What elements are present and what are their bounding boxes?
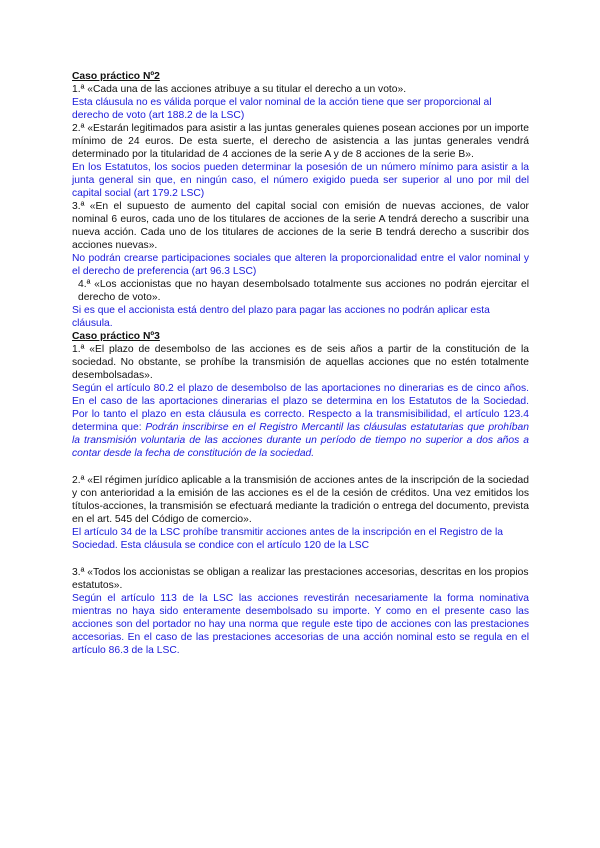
case-2-question-2: 2.ª «Estarán legitimados para asistir a las juntas generales quienes posean acciones por un importe mínimo de 24 euros. De esta suerte, el derecho de asistencia a las juntas generales vendrá determinado por la titularidad de 4 acciones de la serie A y de 8 acciones de la serie B». (72, 123, 529, 160)
case-2-answer-4: Si es que el accionista está dentro del plazo para pagar las acciones no podrán aplicar esta cláusula. (72, 305, 490, 329)
case-2-title: Caso práctico Nº2 (72, 71, 160, 82)
case-3-answer-1 (72, 382, 529, 460)
case-3-answer-1-quote: Podrán inscribirse en el Registro Mercantil las cláusulas estatutarias que prohíban la transmisión voluntaria de las acciones durante un período de tiempo no superior a dos años a contar desde la fecha de constitución de la sociedad. (72, 422, 529, 459)
case-2-answer-3: No podrán crearse participaciones sociales que alteren la proporcionalidad entre el valor nominal y el derecho de preferencia (art 96.3 LSC) (72, 253, 529, 277)
spacer (72, 552, 529, 565)
case-3-answer-3: Según el artículo 113 de la LSC las acciones revestirán necesariamente la forma nominativa mientras no haya sido enteramente desembolsado su importe. Y como en el presente caso las acciones son del portador no hay una norma que regule este tipo de acciones con las prestaciones accesorias. En el caso de las prestaciones accesorias de una acción nominal esto se regula en el artículo 86.3 de la LSC. (72, 593, 529, 656)
case-3-answer-1-text: Según el artículo 80.2 el plazo de desembolso de las aportaciones no dinerarias es de cinco años. En el caso de las aportaciones dinerarias el plazo se determina en los Estatutos de la Sociedad. Por lo tanto el plazo en esta cláusula es correcto. Respecto a la transmisibilidad, el artículo 123.4 determina que: (72, 383, 529, 433)
case-2-question-1: 1.ª «Cada una de las acciones atribuye a su titular el derecho a un voto». (72, 84, 407, 95)
document-page (72, 70, 529, 657)
spacer (72, 460, 529, 473)
case-2-question-4: 4.ª «Los accionistas que no hayan desembolsado totalmente sus acciones no podrán ejercitar el derecho de voto». (78, 279, 529, 303)
case-3-question-1: 1.ª «El plazo de desembolso de las acciones es de seis años a partir de la constitución de la sociedad. No obstante, se prohíbe la transmisión de aquellas acciones que no estén totalmente desembolsadas». (72, 344, 529, 381)
case-3-answer-2: El artículo 34 de la LSC prohíbe transmitir acciones antes de la inscripción en el Registro de la Sociedad. Esta cláusula se condice con el artículo 120 de la LSC (72, 527, 503, 551)
case-3-question-2: 2.ª «El régimen jurídico aplicable a la transmisión de acciones antes de la inscripción de la sociedad y con anterioridad a la emisión de las acciones es el de la cesión de créditos. Una vez emitidos los títulos-acciones, la transmisión se efectuará mediante la tradición o entrega del documento, prevista en el art. 545 del Código de comercio». (72, 475, 529, 525)
case-2-answer-2: En los Estatutos, los socios pueden determinar la posesión de un número mínimo para asistir a la junta general sin que, en ningún caso, el número exigido pueda ser superior al uno por mil del capital social (art 179.2 LSC) (72, 162, 529, 199)
case-3-title: Caso práctico Nº3 (72, 331, 160, 342)
case-2-question-3: 3.ª «En el supuesto de aumento del capital social con emisión de nuevas acciones, de valor nominal 6 euros, cada uno de los titulares de acciones de la serie A tendrá derecho a suscribir una nueva acción. Cada uno de los titulares de acciones de la serie B tendrá derecho a suscribir dos acciones nuevas». (72, 201, 529, 251)
case-3-question-3: 3.ª «Todos los accionistas se obligan a realizar las prestaciones accesorias, descritas en los propios estatutos». (72, 567, 529, 591)
case-2-answer-1: Esta cláusula no es válida porque el valor nominal de la acción tiene que ser proporcional al derecho de voto (art 188.2 de la LSC) (72, 97, 492, 121)
